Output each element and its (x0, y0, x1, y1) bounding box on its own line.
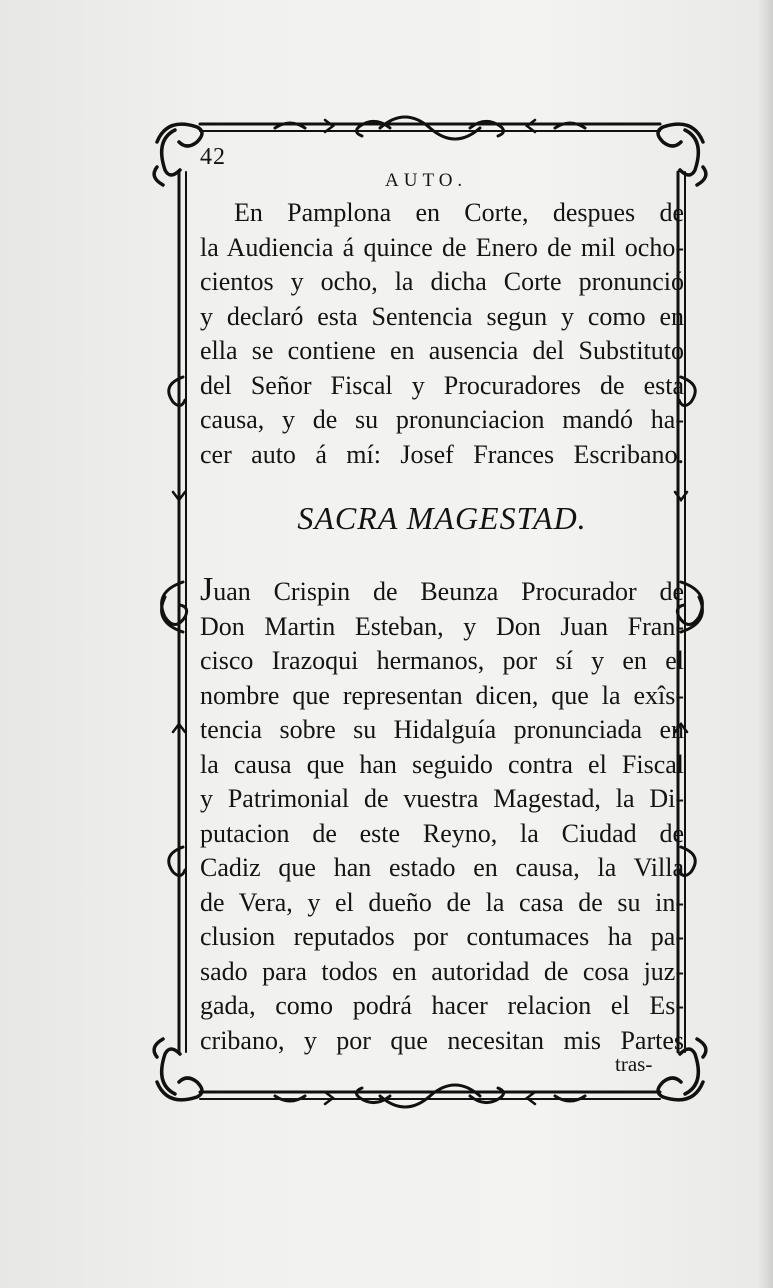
text-line: tencia sobre su Hidalguía pronunciada en (200, 715, 684, 744)
text-line: la Audiencia á quince de Enero de mil ocho- (200, 232, 684, 262)
section-title: SACRA MAGESTAD. (297, 500, 587, 536)
text-line-content: uan Crispin de Beunza Procurador de (213, 577, 684, 606)
text-line: Cadiz que han estado en causa, la Villa (200, 853, 684, 882)
text-line: Don Martin Esteban, y Don Juan Fran- (200, 611, 684, 641)
text-line: ella se contiene en ausencia del Substituto (200, 336, 684, 365)
text-line: putacion de este Reyno, la Ciudad de (200, 818, 684, 848)
paragraph-sacra (200, 573, 684, 1058)
drop-cap: J (200, 571, 214, 608)
text-line: gada, como podrá hacer relacion el Es- (200, 991, 684, 1020)
text-line: cientos y ocho, la dicha Corte pronunció (200, 267, 684, 296)
text-line: cisco Irazoqui hermanos, por sí y en el (200, 646, 684, 675)
text-line-first (200, 573, 684, 610)
text-line: del Señor Fiscal y Procuradores de esta (200, 370, 684, 400)
text-line: causa, y de su pronunciacion mandó ha- (200, 405, 684, 434)
text-line: cer auto á mí: Josef Frances Escribano. (200, 439, 684, 469)
text-line: de Vera, y el dueño de la casa de su in- (200, 887, 684, 917)
heading-auto: AUTO. (385, 170, 468, 191)
page-edge (758, 0, 773, 1288)
text-line: En Pamplona en Corte, despues de (234, 198, 684, 227)
catchword: tras- (615, 1052, 653, 1076)
text-line: sado para todos en autoridad de cosa juz- (200, 956, 684, 986)
text-line: cribano, y por que necesitan mis Partes (200, 1025, 684, 1055)
text-line: clusion reputados por contumaces ha pa- (200, 922, 684, 951)
text-line: nombre que representan dicen, que la exîs- (200, 680, 684, 710)
paragraph-auto (200, 196, 684, 472)
text-line: y Patrimonial de vuestra Magestad, la Di- (200, 784, 684, 813)
page-number: 42 (200, 144, 226, 170)
text-line: la causa que han seguido contra el Fiscal (200, 749, 684, 779)
text-line: y declaró esta Sentencia segun y como en (200, 301, 684, 331)
